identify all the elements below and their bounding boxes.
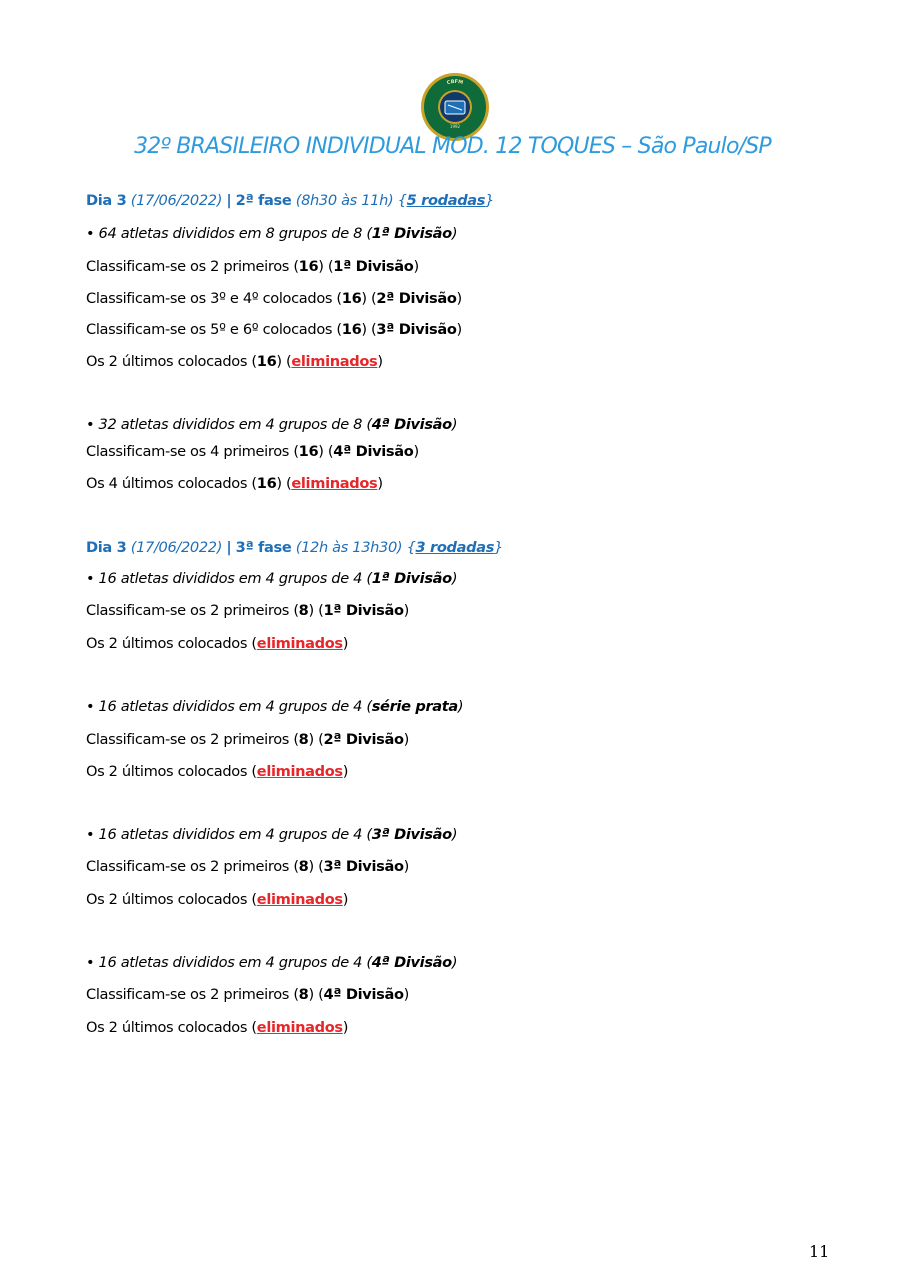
rule-line: Classificam-se os 2 primeiros (8) (3ª Divisão) [86,858,409,875]
rule-line: Classificam-se os 2 primeiros (16) (1ª Divisão) [86,258,419,275]
group-intro: • 64 atletas divididos em 8 grupos de 8 (1ª Divisão) [86,225,458,242]
rule-line: Os 2 últimos colocados (eliminados) [86,891,349,908]
cbfm-seal-logo [420,72,490,142]
section-heading: Dia 3 (17/06/2022) | 3ª fase (12h às 13h30) {3 rodadas} [86,539,504,556]
svg-text:1992: 1992 [449,124,461,129]
rule-line: Os 2 últimos colocados (eliminados) [86,1019,349,1036]
rounds-link: 3 rodadas [415,539,495,556]
group-intro: • 16 atletas divididos em 4 grupos de 4 (4ª Divisão) [86,954,458,971]
svg-text:CBFM: CBFM [446,78,464,87]
group-intro: • 16 atletas divididos em 4 grupos de 4 (3ª Divisão) [86,826,458,843]
eliminated-label: eliminados [256,891,343,908]
eliminated-label: eliminados [291,475,378,492]
eliminated-label: eliminados [256,635,343,652]
rule-line: Classificam-se os 3º e 4º colocados (16) (2ª Divisão) [86,290,462,307]
eliminated-label: eliminados [256,763,343,780]
rule-line: Os 2 últimos colocados (16) (eliminados) [86,353,383,370]
rule-line: Classificam-se os 4 primeiros (16) (4ª Divisão) [86,443,419,460]
document-title: 32º BRASILEIRO INDIVIDUAL MOD. 12 TOQUES – São Paulo/SP [134,134,771,159]
group-intro: • 32 atletas divididos em 4 grupos de 8 (4ª Divisão) [86,416,458,433]
rule-line: Classificam-se os 2 primeiros (8) (1ª Divisão) [86,602,409,619]
rule-line: Classificam-se os 2 primeiros (8) (4ª Divisão) [86,986,409,1003]
group-intro: • 16 atletas divididos em 4 grupos de 4 (1ª Divisão) [86,570,458,587]
rounds-link: 5 rodadas [406,192,486,209]
page-number: 11 [809,1242,830,1261]
rule-line: Classificam-se os 5º e 6º colocados (16) (3ª Divisão) [86,321,462,338]
section-heading: Dia 3 (17/06/2022) | 2ª fase (8h30 às 11h) {5 rodadas} [86,192,495,209]
rule-line: Classificam-se os 2 primeiros (8) (2ª Divisão) [86,731,409,748]
eliminated-label: eliminados [291,353,378,370]
rule-line: Os 2 últimos colocados (eliminados) [86,635,349,652]
rule-line: Os 2 últimos colocados (eliminados) [86,763,349,780]
group-intro: • 16 atletas divididos em 4 grupos de 4 (série prata) [86,698,464,715]
eliminated-label: eliminados [256,1019,343,1036]
rule-line: Os 4 últimos colocados (16) (eliminados) [86,475,383,492]
